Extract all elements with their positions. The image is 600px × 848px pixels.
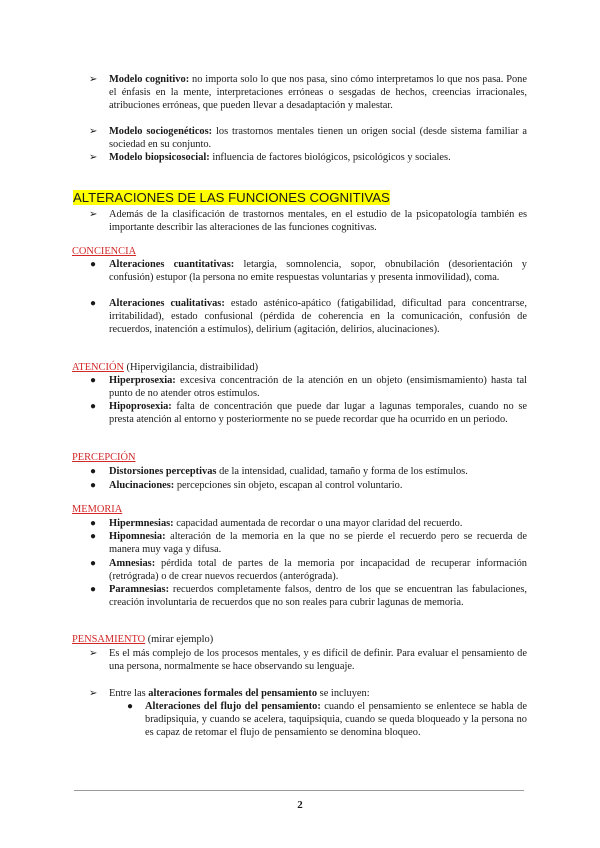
arrow-bullet-icon: ➢ (89, 74, 98, 85)
formal-alterations-intro: Entre las alteraciones formales del pensamiento se incluyen: (109, 688, 370, 699)
heading-pensamiento: PENSAMIENTO (mirar ejemplo) (72, 634, 214, 645)
list-item-amnesias: Amnesias: pérdida total de partes de la memoria por incapacidad de recuperar información (retrógrada) o de crear nuevos recuerdos (anterógrada). (109, 558, 527, 583)
pensamiento-paragraph: Es el más complejo de los procesos mentales, y es difícil de definir. Para evaluar el pensamiento de una persona, normalmente se hace observando su lenguaje. (109, 648, 527, 673)
list-item-biopsychosocial-model: Modelo biopsicosocial: influencia de factores biológicos, psicológicos y sociales. (109, 152, 451, 163)
list-item-distorsiones: Distorsiones perceptivas de la intensidad, cualidad, tamaño y forma de los estímulos. (109, 466, 468, 477)
heading-conciencia: CONCIENCIA (72, 246, 137, 257)
bullet-icon: ● (90, 259, 97, 270)
list-item-quantitative: Alteraciones cuantitativas: letargia, somnolencia, sopor, obnubilación (desorientación y confusión) estupor (la persona no emite respuestas voluntarias y presenta inmovilidad), coma. (109, 259, 527, 284)
list-item-hipermnesias: Hipermnesias: capacidad aumentada de recordar o una mayor claridad del recuerdo. (109, 518, 463, 529)
list-item-hipomnesia: Hipomnesia: alteración de la memoria en la que no se pierde el recuerdo pero se recuerda de manera muy vaga y difusa. (109, 531, 527, 556)
bullet-icon: ● (90, 401, 97, 412)
bullet-icon: ● (127, 701, 134, 712)
list-item-paramnesias: Paramnesias: recuerdos completamente falsos, dentro de los que se encuentran las fabulaciones, creación involuntaria de recuerdos que no son reales para cubrir lagunas de memoria. (109, 584, 527, 609)
bullet-icon: ● (90, 480, 97, 491)
list-item-sociogenetic-models: Modelo sociogenéticos: los trastornos mentales tienen un origen social (desde sistema familiar a sociedad en su conjunto. (109, 126, 528, 151)
bullet-icon: ● (90, 584, 97, 595)
heading-percepcion: PERCEPCIÓN (72, 452, 136, 463)
arrow-bullet-icon: ➢ (89, 152, 98, 163)
page-number: 2 (297, 799, 303, 811)
bullet-icon: ● (90, 298, 97, 309)
footer-divider (74, 790, 524, 791)
list-item-qualitative: Alteraciones cualitativas: estado asténico-apático (fatigabilidad, dificultad para concentrarse, irritabilidad), estado confusional (pérdida de coherencia en la comunicación, confusión de recuerdos, inatención a estímulos), delirium (agitación, delirios, alucinaciones). (109, 298, 527, 336)
list-item-cognitive-model: Modelo cognitivo: no importa solo lo que nos pasa, sino cómo interpretamos lo que nos pasa. Pone el énfasis en la mente, interpretaciones erróneas o sesgadas de hechos, creencias irracionales, atribuciones erróneas, que pueden llevar a desadaptación y malestar. (109, 74, 527, 112)
list-item-hipoprosexia: Hipoprosexia: falta de concentración que puede dar lugar a lagunas temporales, cuando no se presta atención al entorno y posteriormente no se puede recordar que ha ocurrido en un periodo. (109, 401, 527, 426)
bullet-icon: ● (90, 531, 97, 542)
heading-atencion: ATENCIÓN (Hipervigilancia, distraibilidad) (72, 362, 259, 373)
arrow-bullet-icon: ➢ (89, 688, 98, 699)
arrow-bullet-icon: ➢ (89, 648, 98, 659)
bullet-icon: ● (90, 518, 97, 529)
list-item-flow-alterations: Alteraciones del flujo del pensamiento: cuando el pensamiento se enlentece se habla de bradipsiquia, y cuando se acelera, taquipsiquia, cuando se queda bloqueado y la persona no es capaz de retomar el flujo de pensamiento se denomina bloqueo. (145, 701, 527, 739)
section-title: ALTERACIONES DE LAS FUNCIONES COGNITIVAS (73, 190, 390, 205)
list-item-hiperprosexia: Hiperprosexia: excesiva concentración de la atención en un objeto (ensimismamiento) hasta tal punto de no atender otros estímulos. (109, 375, 527, 400)
intro-paragraph: Además de la clasificación de trastornos mentales, en el estudio de la psicopatología también es importante describir las alteraciones de las funciones cognitivas. (109, 209, 527, 234)
arrow-bullet-icon: ➢ (89, 209, 98, 220)
heading-memoria: MEMORIA (72, 504, 123, 515)
list-item-alucinaciones: Alucinaciones: percepciones sin objeto, escapan al control voluntario. (109, 480, 403, 491)
bullet-icon: ● (90, 466, 97, 477)
arrow-bullet-icon: ➢ (89, 126, 98, 137)
bullet-icon: ● (90, 558, 97, 569)
bullet-icon: ● (90, 375, 97, 386)
